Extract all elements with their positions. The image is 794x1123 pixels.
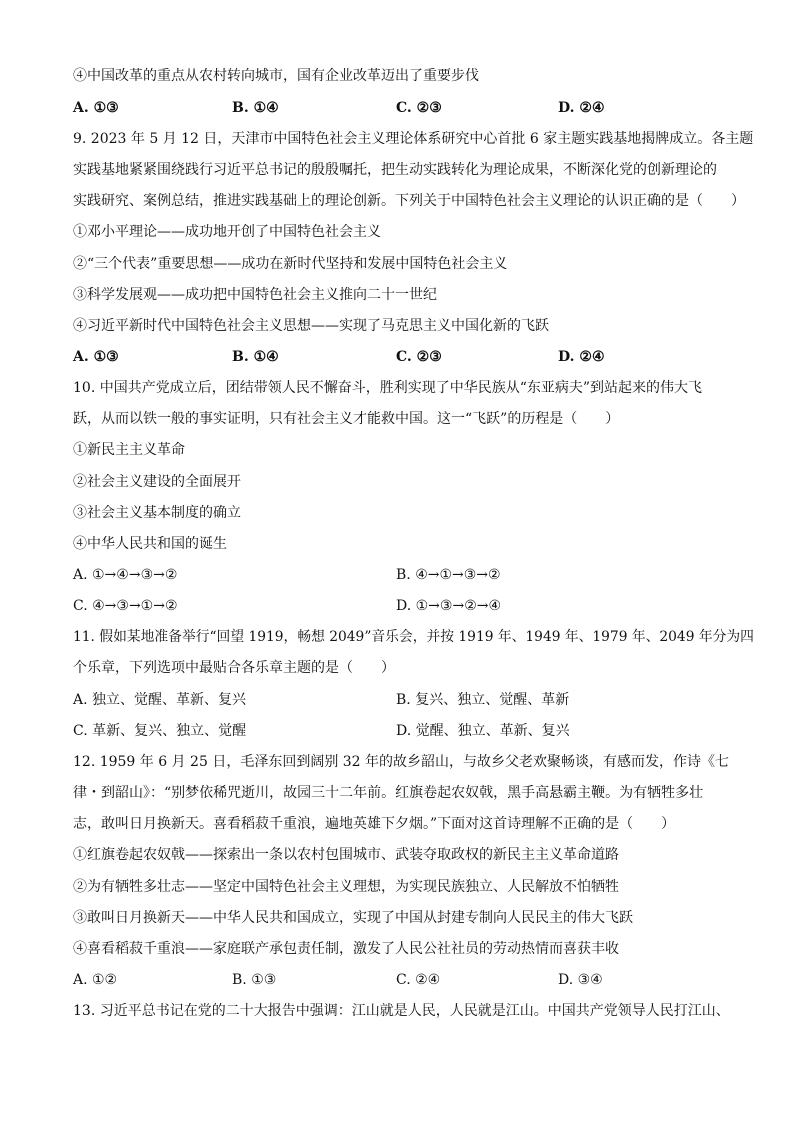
q9-stem-line-1: 9. 2023 年 5 月 12 日，天津市中国特色社会主义理论体系研究中心首批 6 家主题实践基地揭牌成立。各主题 [73, 131, 754, 147]
q10-option-c: C. ④→③→①→② [73, 598, 178, 614]
prev-option-a: A. ①③ [73, 100, 119, 116]
q10-stem-line-2: 跃，从而以铁一般的事实证明，只有社会主义才能救中国。这一“飞跃”的历程是（ ） [73, 411, 620, 427]
prev-option-d: D. ②④ [558, 100, 605, 116]
q10-statement-4: ④中华人民共和国的诞生 [73, 536, 227, 552]
q11-option-b: B. 复兴、独立、觉醒、革新 [396, 692, 570, 708]
q9-stem-line-3: 实践研究、案例总结，推进实践基础上的理论创新。下列关于中国特色社会主义理论的认识正确的是（ ） [73, 193, 745, 209]
q10-statement-3: ③社会主义基本制度的确立 [73, 505, 241, 521]
q9-option-b: B. ①④ [232, 349, 279, 365]
q12-stem-line-2: 律・到韶山》：“别梦依稀咒逝川，故园三十二年前。红旗卷起农奴戟，黑手高悬霸主鞭。为有牺牲多壮 [73, 785, 704, 801]
prev-option-c: C. ②③ [396, 100, 442, 116]
q10-option-b: B. ④→①→③→② [396, 567, 501, 583]
q9-stem-line-2: 实践基地紧紧围绕践行习近平总书记的殷殷嘱托，把生动实践转化为理论成果，不断深化党的创新理论的 [73, 162, 717, 178]
q9-statement-4: ④习近平新时代中国特色社会主义思想——实现了马克思主义中国化新的飞跃 [73, 318, 549, 334]
q10-stem-line-1: 10. 中国共产党成立后，团结带领人民不懈奋斗，胜利实现了中华民族从“东亚病夫”到站起来的伟大飞 [73, 380, 703, 396]
q11-stem-line-1: 11. 假如某地准备举行“回望 1919，畅想 2049”音乐会，并按 1919 年、1949 年、1979 年、2049 年分为四 [73, 629, 754, 645]
q12-option-a: A. ①② [73, 972, 118, 988]
q13-stem-line-1: 13. 习近平总书记在党的二十大报告中强调：江山就是人民，人民就是江山。中国共产党领导人民打江山、 [73, 1003, 730, 1019]
q10-option-a: A. ①→④→③→② [73, 567, 178, 583]
q9-statement-1: ①邓小平理论——成功地开创了中国特色社会主义 [73, 224, 381, 240]
q12-stem-line-3: 志，敢叫日月换新天。喜看稻菽千重浪，遍地英雄下夕烟。”下面对这首诗理解不正确的是（ ） [73, 816, 676, 832]
q9-statement-3: ③科学发展观——成功把中国特色社会主义推向二十一世纪 [73, 287, 437, 303]
q12-option-d: D. ③④ [558, 972, 603, 988]
q10-statement-1: ①新民主主义革命 [73, 442, 185, 458]
q12-statement-2: ②为有牺牲多壮志——坚定中国特色社会主义理想，为实现民族独立、人民解放不怕牺牲 [73, 879, 619, 895]
prev-statement-4: ④中国改革的重点从农村转向城市，国有企业改革迈出了重要步伐 [73, 68, 479, 84]
q12-statement-4: ④喜看稻菽千重浪——家庭联产承包责任制，激发了人民公社社员的劳动热情而喜获丰收 [73, 941, 619, 957]
q11-option-a: A. 独立、觉醒、革新、复兴 [73, 692, 247, 708]
q10-option-d: D. ①→③→②→④ [396, 598, 502, 614]
q9-option-c: C. ②③ [396, 349, 442, 365]
q12-statement-3: ③敢叫日月换新天——中华人民共和国成立，实现了中国从封建专制向人民民主的伟大飞跃 [73, 910, 633, 926]
q9-statement-2: ②“三个代表”重要思想——成功在新时代坚持和发展中国特色社会主义 [73, 256, 508, 272]
q9-option-a: A. ①③ [73, 349, 119, 365]
q11-option-c: C. 革新、复兴、独立、觉醒 [73, 723, 247, 739]
q12-statement-1: ①红旗卷起农奴戟——探索出一条以农村包围城市、武装夺取政权的新民主主义革命道路 [73, 847, 619, 863]
prev-option-b: B. ①④ [232, 100, 279, 116]
q11-option-d: D. 觉醒、独立、革新、复兴 [396, 723, 570, 739]
q12-option-c: C. ②④ [396, 972, 441, 988]
q11-stem-line-2: 个乐章，下列选项中最贴合各乐章主题的是（ ） [73, 660, 395, 676]
q10-statement-2: ②社会主义建设的全面展开 [73, 474, 241, 490]
q9-option-d: D. ②④ [558, 349, 605, 365]
q12-stem-line-1: 12. 1959 年 6 月 25 日，毛泽东回到阔别 32 年的故乡韶山，与故乡父老欢聚畅谈，有感而发，作诗《七 [73, 754, 730, 770]
q12-option-b: B. ①③ [232, 972, 277, 988]
